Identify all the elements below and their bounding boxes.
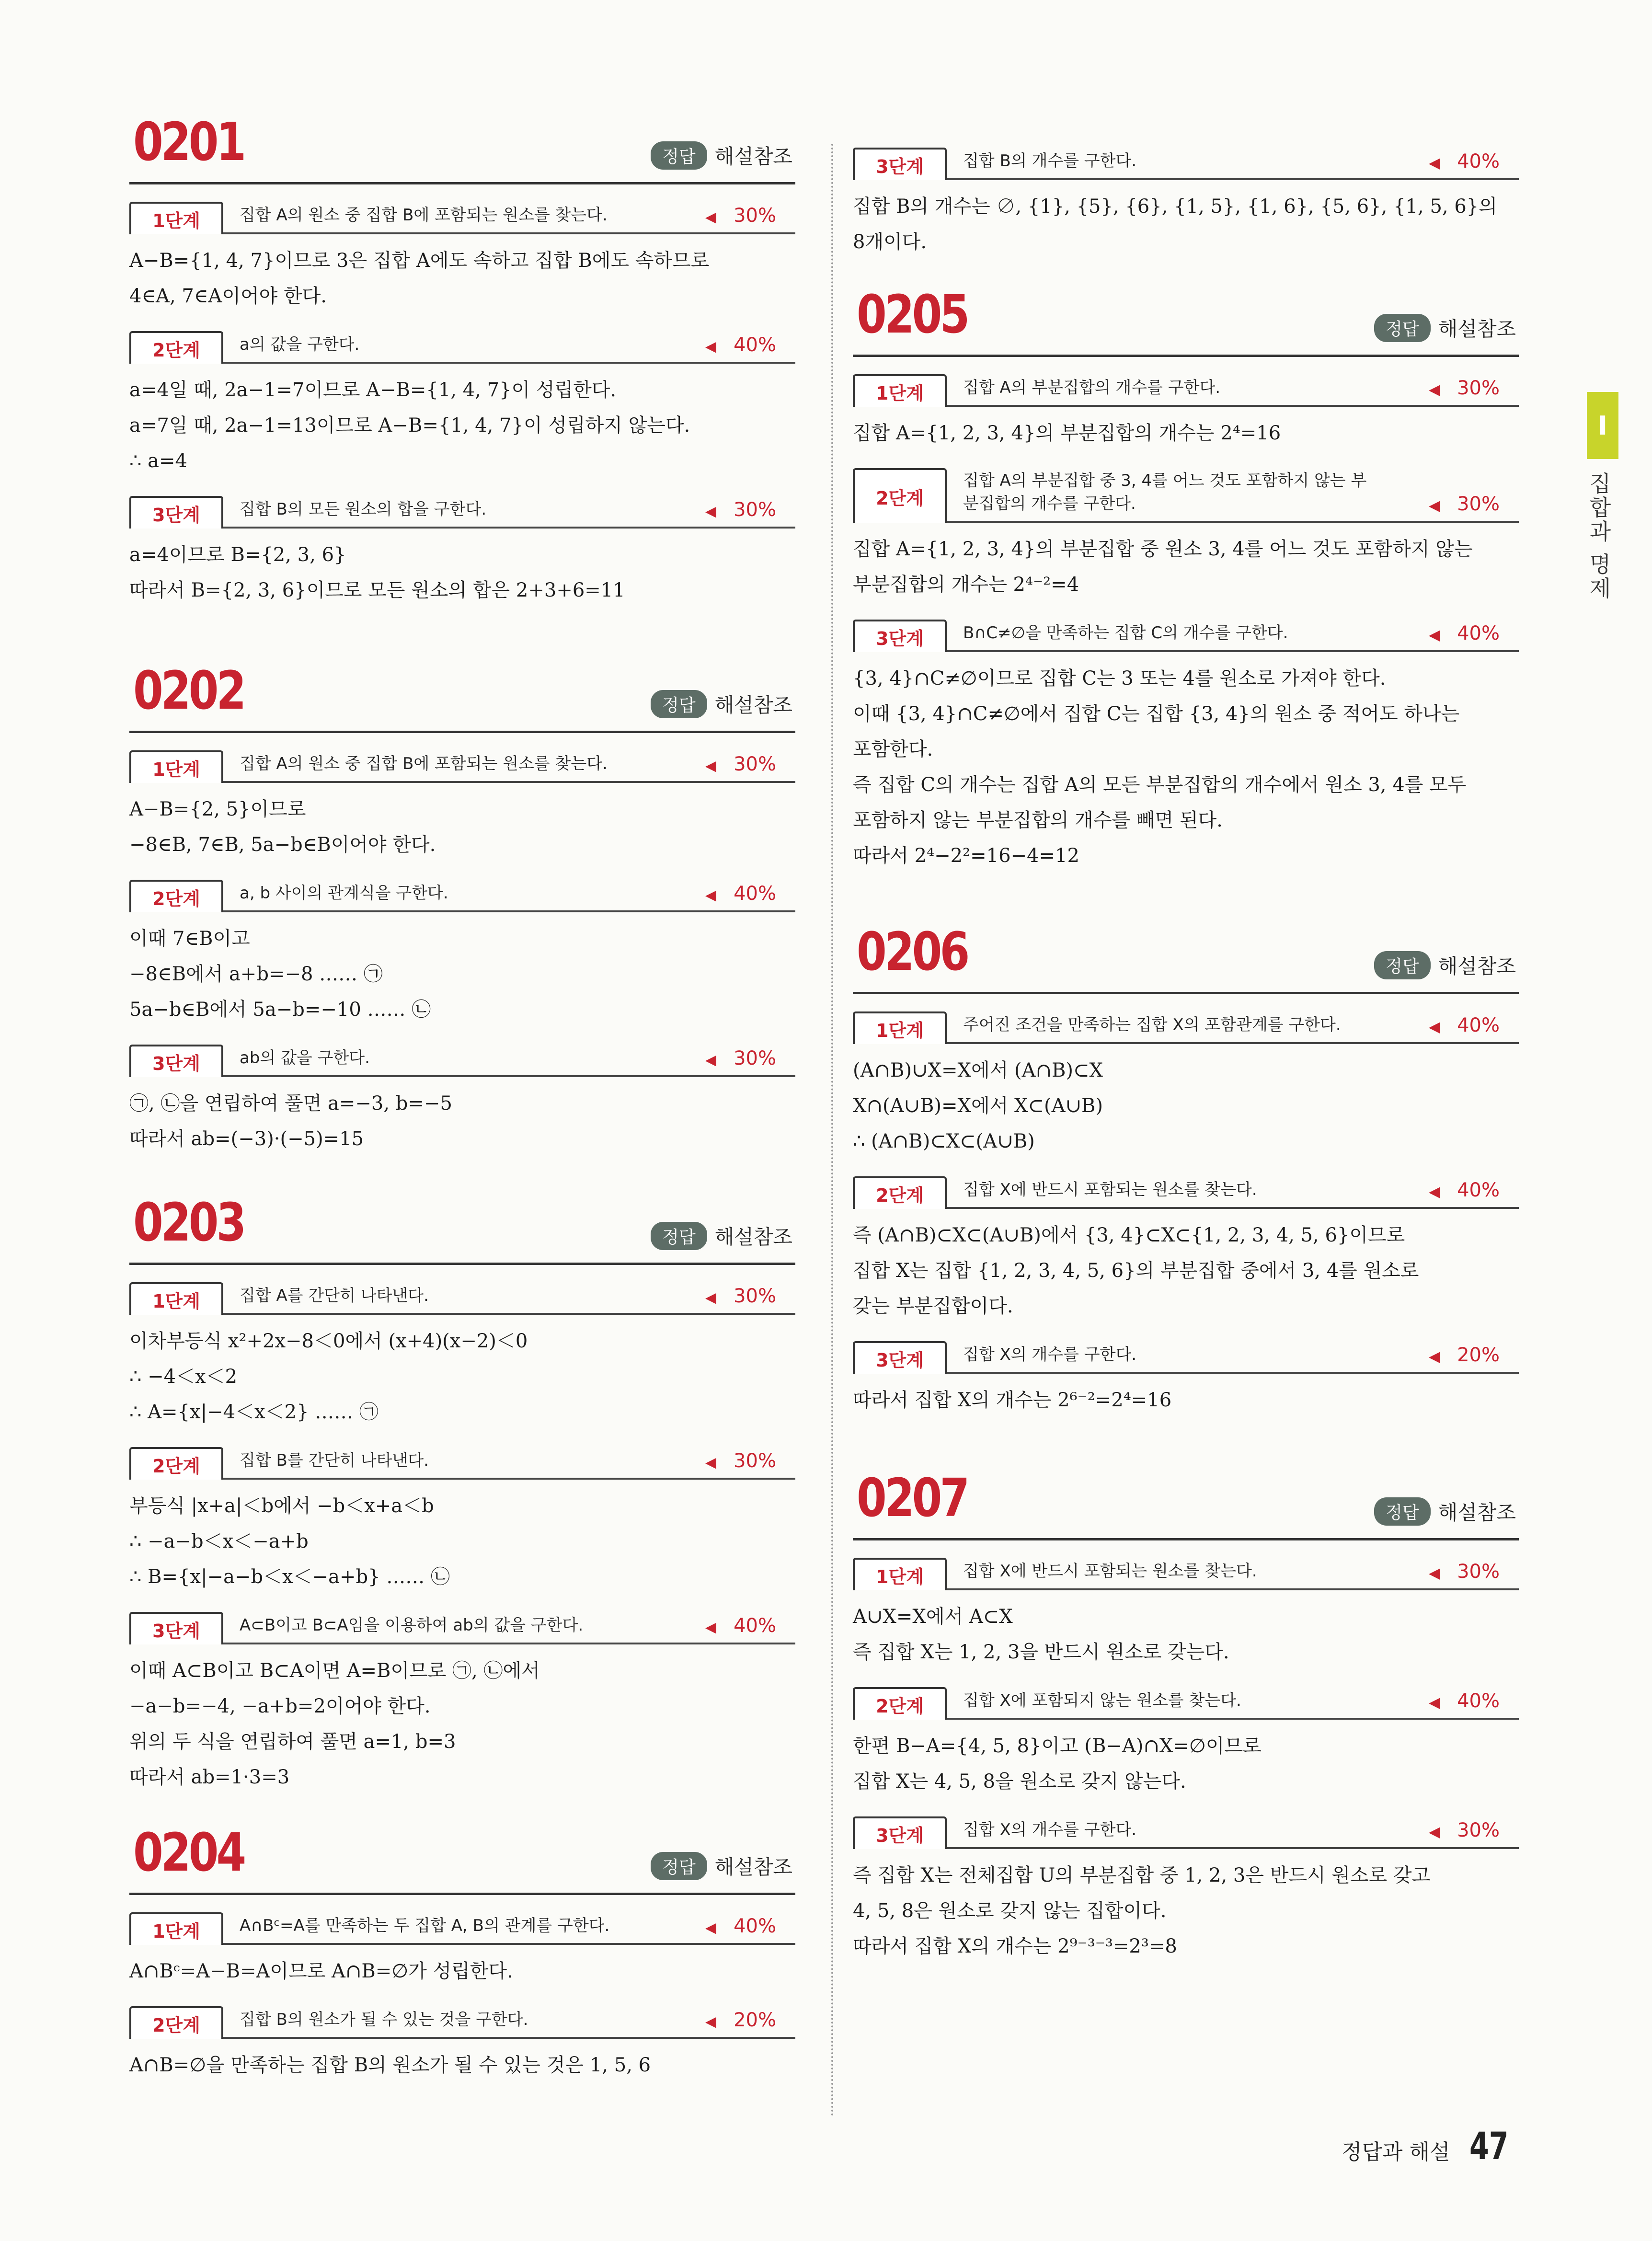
answer-text: 해설참조 — [1438, 954, 1516, 978]
step-label: 3단계 — [853, 1341, 947, 1374]
step-description: 집합 A의 원소 중 집합 B에 포함되는 원소를 찾는다. — [240, 754, 608, 773]
step-label: 3단계 — [853, 1816, 947, 1849]
step-label: 2단계 — [853, 468, 947, 523]
step-score — [1429, 1561, 1500, 1583]
step-percent: 30% — [734, 499, 776, 521]
step-header — [129, 492, 795, 529]
problem-number: 0205 — [857, 284, 968, 345]
step-percent: 30% — [734, 1450, 776, 1472]
step-description: 집합 A를 간단히 나타낸다. — [240, 1286, 429, 1305]
step-score — [705, 883, 776, 905]
step-header — [129, 1608, 795, 1644]
chapter-tab: I — [1587, 392, 1618, 459]
step-description: A⊂B이고 B⊂A임을 이용하여 ab의 값을 구한다. — [240, 1616, 584, 1635]
step-header — [129, 327, 795, 364]
solution-line: 즉 집합 C의 개수는 집합 A의 모든 부분집합의 개수에서 원소 3, 4를 모두 — [853, 774, 1467, 796]
problem-header — [129, 1191, 795, 1265]
footer-label: 정답과 해설 — [1342, 2140, 1450, 2164]
step-percent: 20% — [734, 2009, 776, 2031]
step-description: 집합 X의 개수를 구한다. — [963, 1820, 1137, 1839]
step-percent: 40% — [1457, 1690, 1500, 1712]
step-body — [853, 1599, 1519, 1670]
step-label: 3단계 — [129, 496, 223, 529]
answer-reference — [1374, 1497, 1516, 1526]
step-body — [129, 792, 795, 862]
answer-badge: 정답 — [1374, 314, 1431, 342]
triangle-marker-icon: ◀ — [1429, 627, 1440, 644]
solution-line: 따라서 2⁴−2²=16−4=12 — [853, 845, 1079, 867]
step-label: 1단계 — [853, 1011, 947, 1044]
step-header — [853, 464, 1519, 523]
step-description: 주어진 조건을 만족하는 집합 X의 포함관계를 구한다. — [963, 1015, 1341, 1034]
solution-line: A∩Bᶜ=A−B=A이므로 A∩B=∅가 성립한다. — [129, 1960, 513, 1982]
page-footer — [1342, 2125, 1521, 2168]
answer-text: 해설참조 — [714, 1225, 792, 1249]
step-percent: 30% — [1457, 493, 1500, 515]
step-score — [705, 1615, 776, 1637]
step-body — [129, 1086, 795, 1157]
solution-line: −a−b=−4, −a+b=2이어야 한다. — [129, 1695, 431, 1717]
step-description: 집합 X에 반드시 포함되는 원소를 찾는다. — [963, 1180, 1257, 1199]
triangle-marker-icon: ◀ — [705, 1919, 717, 1936]
solution-line: 한편 B−A={4, 5, 8}이고 (B−A)∩X=∅이므로 — [853, 1735, 1262, 1757]
solution-line: 즉 집합 X는 전체집합 U의 부분집합 중 1, 2, 3은 반드시 원소로 갖고 — [853, 1864, 1431, 1886]
problem-header — [129, 659, 795, 733]
solution-line: ∴ (A∩B)⊂X⊂(A∪B) — [853, 1130, 1035, 1152]
problem-0205 — [853, 283, 1519, 873]
solution-line: 5a−b∈B에서 5a−b=−10 …… ㉡ — [129, 999, 431, 1021]
step-header — [853, 144, 1519, 180]
step-label: 3단계 — [853, 148, 947, 180]
step-percent: 20% — [1457, 1344, 1500, 1366]
solution-line: 집합 X는 집합 {1, 2, 3, 4, 5, 6}의 부분집합 중에서 3, 4를 원소로 — [853, 1260, 1419, 1282]
step-description: a의 값을 구한다. — [240, 335, 360, 354]
page-number: 47 — [1469, 2125, 1508, 2168]
step-header — [129, 1443, 795, 1480]
step-description: 집합 A의 원소 중 집합 B에 포함되는 원소를 찾는다. — [240, 206, 608, 225]
step-body — [129, 372, 795, 479]
answer-badge: 정답 — [1374, 1497, 1431, 1526]
step-header — [853, 1683, 1519, 1720]
answer-reference — [651, 1221, 792, 1250]
step-label: 1단계 — [129, 1282, 223, 1315]
step-description: B∩C≠∅을 만족하는 집합 C의 개수를 구한다. — [963, 623, 1288, 643]
step-header — [853, 370, 1519, 407]
step-description: a, b 사이의 관계식을 구한다. — [240, 884, 448, 903]
chapter-title: 집합과 명제 — [1586, 472, 1612, 601]
solution-line: 집합 B의 개수는 ∅, {1}, {5}, {6}, {1, 5}, {1, 6}, {5, 6}, {1, 5, 6}의 — [853, 195, 1497, 218]
step-description: A∩Bᶜ=A를 만족하는 두 집합 A, B의 관계를 구한다. — [240, 1916, 610, 1935]
step-percent: 30% — [734, 753, 776, 775]
step-percent: 30% — [1457, 1819, 1500, 1841]
problem-header — [853, 283, 1519, 357]
solution-line: ∴ a=4 — [129, 450, 187, 472]
step-description: 집합 X에 반드시 포함되는 원소를 찾는다. — [963, 1562, 1257, 1581]
solution-line: ∴ −a−b＜x＜−a+b — [129, 1530, 309, 1552]
problem-header — [129, 110, 795, 184]
triangle-marker-icon: ◀ — [705, 887, 717, 904]
step-body — [129, 2047, 795, 2083]
step-header — [853, 1008, 1519, 1044]
solution-line: 따라서 B={2, 3, 6}이므로 모든 원소의 합은 2+3+6=11 — [129, 579, 625, 601]
step-body — [853, 189, 1519, 260]
step-label: 2단계 — [129, 880, 223, 912]
solution-line: 따라서 ab=(−3)·(−5)=15 — [129, 1128, 364, 1150]
answer-reference — [1374, 951, 1516, 979]
answer-reference — [651, 141, 792, 170]
step-percent: 30% — [734, 1285, 776, 1307]
step-description: 집합 X에 포함되지 않는 원소를 찾는다. — [963, 1691, 1241, 1710]
problem-0207 — [853, 1466, 1519, 1964]
step-body — [129, 1488, 795, 1595]
solution-line: 집합 X는 4, 5, 8을 원소로 갖지 않는다. — [853, 1770, 1186, 1793]
step-label: 2단계 — [129, 2006, 223, 2039]
solution-line: −8∈B에서 a+b=−8 …… ㉠ — [129, 963, 383, 985]
solution-line: A−B={2, 5}이므로 — [129, 798, 306, 820]
answer-text: 해설참조 — [1438, 1501, 1516, 1524]
answer-reference — [651, 1851, 792, 1880]
step-percent: 40% — [1457, 622, 1500, 644]
step-description: 집합 X의 개수를 구한다. — [963, 1345, 1137, 1364]
answer-reference — [1374, 313, 1516, 342]
solution-line: ㉠, ㉡을 연립하여 풀면 a=−3, b=−5 — [129, 1092, 452, 1115]
step-header — [853, 616, 1519, 652]
step-score — [1429, 150, 1500, 172]
step-description: 집합 B의 개수를 구한다. — [963, 151, 1137, 171]
solution-line: 즉 집합 X는 1, 2, 3을 반드시 원소로 갖는다. — [853, 1641, 1229, 1663]
step-label: 1단계 — [853, 1558, 947, 1590]
problem-0206 — [853, 920, 1519, 1418]
step-score — [1429, 1690, 1500, 1712]
step-header — [129, 1041, 795, 1077]
answer-badge: 정답 — [651, 1852, 707, 1880]
step-header — [129, 198, 795, 234]
step-body — [853, 1218, 1519, 1324]
column-divider — [831, 144, 833, 2118]
solution-line: a=4이므로 B={2, 3, 6} — [129, 544, 346, 566]
step-percent: 40% — [734, 1615, 776, 1637]
triangle-marker-icon: ◀ — [1429, 1694, 1440, 1711]
step-body — [853, 661, 1519, 873]
step-body — [129, 243, 795, 314]
step-description: 집합 A의 부분집합의 개수를 구한다. — [963, 378, 1221, 397]
answer-text: 해설참조 — [714, 145, 792, 168]
step-score — [705, 499, 776, 521]
solution-line: ∴ −4＜x＜2 — [129, 1366, 238, 1388]
solution-line: 집합 A={1, 2, 3, 4}의 부분집합 중 원소 3, 4를 어느 것도 포함하지 않는 — [853, 538, 1473, 560]
problem-header — [129, 1821, 795, 1895]
triangle-marker-icon: ◀ — [1429, 381, 1440, 398]
triangle-marker-icon: ◀ — [705, 758, 717, 774]
solution-line: 이차부등식 x²+2x−8＜0에서 (x+4)(x−2)＜0 — [129, 1330, 528, 1352]
step-percent: 30% — [1457, 377, 1500, 399]
step-score — [705, 1285, 776, 1307]
triangle-marker-icon: ◀ — [705, 209, 717, 226]
solution-line: 포함하지 않는 부분집합의 개수를 빼면 된다. — [853, 809, 1223, 831]
triangle-marker-icon: ◀ — [1429, 155, 1440, 172]
step-percent: 40% — [1457, 1014, 1500, 1036]
triangle-marker-icon: ◀ — [705, 1052, 717, 1069]
step-body — [853, 1053, 1519, 1159]
step-score — [1429, 377, 1500, 399]
answer-badge: 정답 — [651, 141, 707, 170]
step-score — [705, 1450, 776, 1472]
problem-header — [853, 1466, 1519, 1540]
solution-line: −8∈B, 7∈B, 5a−b∈B이어야 한다. — [129, 834, 436, 856]
answer-badge: 정답 — [651, 690, 707, 718]
problem-0201 — [129, 110, 795, 608]
solution-line: ∴ B={x|−a−b＜x＜−a+b} …… ㉡ — [129, 1566, 450, 1588]
problem-number: 0203 — [133, 1192, 244, 1253]
step-header — [129, 747, 795, 783]
triangle-marker-icon: ◀ — [1429, 1184, 1440, 1200]
triangle-marker-icon: ◀ — [705, 1619, 717, 1636]
step-label: 2단계 — [853, 1176, 947, 1209]
step-label: 2단계 — [129, 1447, 223, 1480]
triangle-marker-icon: ◀ — [1429, 497, 1440, 514]
step-label: 3단계 — [853, 620, 947, 652]
step-body — [129, 537, 795, 608]
step-body — [853, 1728, 1519, 1799]
answer-badge: 정답 — [651, 1222, 707, 1250]
step-header — [853, 1554, 1519, 1590]
solution-line: A−B={1, 4, 7}이므로 3은 집합 A에도 속하고 집합 B에도 속하므로 — [129, 250, 710, 272]
step-score — [1429, 1179, 1500, 1201]
solution-line: 따라서 집합 X의 개수는 2⁹⁻³⁻³=2³=8 — [853, 1935, 1177, 1957]
triangle-marker-icon: ◀ — [705, 338, 717, 355]
problem-0204 — [129, 1821, 795, 2083]
solution-line: 즉 (A∩B)⊂X⊂(A∪B)에서 {3, 4}⊂X⊂{1, 2, 3, 4, 5, 6}이므로 — [853, 1224, 1405, 1246]
solution-line: a=4일 때, 2a−1=7이므로 A−B={1, 4, 7}이 성립한다. — [129, 379, 617, 401]
solution-line: A∩B=∅을 만족하는 집합 B의 원소가 될 수 있는 것은 1, 5, 6 — [129, 2054, 651, 2076]
step-percent: 40% — [734, 883, 776, 905]
step-label: 1단계 — [129, 202, 223, 234]
step-body — [129, 1954, 795, 1989]
step-score — [1429, 493, 1500, 515]
triangle-marker-icon: ◀ — [705, 1289, 717, 1306]
step-body — [853, 1858, 1519, 1964]
problem-header — [853, 920, 1519, 994]
problem-number: 0202 — [133, 660, 244, 721]
solution-line: 따라서 집합 X의 개수는 2⁶⁻²=2⁴=16 — [853, 1389, 1172, 1411]
solution-line: 4∈A, 7∈A이어야 한다. — [129, 285, 327, 307]
step-score — [705, 205, 776, 227]
step-score — [705, 1047, 776, 1069]
problem-number: 0206 — [857, 921, 968, 982]
triangle-marker-icon: ◀ — [705, 1454, 717, 1471]
step-description: ab의 값을 구한다. — [240, 1048, 370, 1068]
step-label: 2단계 — [853, 1687, 947, 1720]
solution-line: (A∩B)∪X=X에서 (A∩B)⊂X — [853, 1059, 1103, 1081]
step-body — [129, 921, 795, 1027]
triangle-marker-icon: ◀ — [705, 2013, 717, 2030]
step-body — [853, 1382, 1519, 1418]
answer-reference — [651, 690, 792, 718]
solution-line: 이때 {3, 4}∩C≠∅에서 집합 C는 집합 {3, 4}의 원소 중 적어도 하나는 — [853, 703, 1460, 725]
answer-text: 해설참조 — [1438, 317, 1516, 341]
step-header — [853, 1813, 1519, 1849]
step-header — [129, 876, 795, 912]
step-label: 3단계 — [129, 1045, 223, 1077]
step-score — [705, 1915, 776, 1937]
solution-line: 이때 A⊂B이고 B⊂A이면 A=B이므로 ㉠, ㉡에서 — [129, 1660, 540, 1682]
triangle-marker-icon: ◀ — [1429, 1348, 1440, 1365]
step-header — [129, 2002, 795, 2039]
step-percent: 30% — [734, 205, 776, 227]
step-label: 1단계 — [129, 1912, 223, 1945]
step-score — [1429, 1014, 1500, 1036]
step-percent: 40% — [734, 1915, 776, 1937]
step-score — [705, 753, 776, 775]
solution-line: 위의 두 식을 연립하여 풀면 a=1, b=3 — [129, 1731, 456, 1753]
step-body — [853, 415, 1519, 451]
step-label: 1단계 — [853, 374, 947, 407]
step-description: 집합 B의 원소가 될 수 있는 것을 구한다. — [240, 2010, 528, 2029]
step-score — [705, 334, 776, 356]
step-label: 3단계 — [129, 1612, 223, 1644]
step-score — [705, 2009, 776, 2031]
step-score — [1429, 1819, 1500, 1841]
solution-line: 포함한다. — [853, 738, 933, 760]
problem-number: 0207 — [857, 1467, 968, 1528]
solution-line: X∩(A∪B)=X에서 X⊂(A∪B) — [853, 1095, 1103, 1117]
step-header — [853, 1172, 1519, 1209]
problem-number: 0204 — [133, 1822, 244, 1883]
step-score — [1429, 622, 1500, 644]
solution-line: 집합 A={1, 2, 3, 4}의 부분집합의 개수는 2⁴=16 — [853, 422, 1281, 444]
answer-badge: 정답 — [1374, 951, 1431, 979]
triangle-marker-icon: ◀ — [1429, 1019, 1440, 1035]
step-body — [853, 531, 1519, 602]
step-body — [129, 1323, 795, 1430]
step-header — [129, 1908, 795, 1945]
solution-line: {3, 4}∩C≠∅이므로 집합 C는 3 또는 4를 원소로 가져야 한다. — [853, 667, 1386, 690]
problem-number: 0201 — [133, 111, 244, 172]
solution-line: 이때 7∈B이고 — [129, 928, 250, 950]
step-score — [1429, 1344, 1500, 1366]
solution-line: 따라서 ab=1·3=3 — [129, 1766, 290, 1788]
step-header — [853, 1337, 1519, 1374]
step-percent: 30% — [1457, 1561, 1500, 1583]
solution-line: 4, 5, 8은 원소로 갖지 않는 집합이다. — [853, 1900, 1167, 1922]
solution-line: ∴ A={x|−4＜x＜2} …… ㉠ — [129, 1401, 379, 1423]
step-percent: 40% — [1457, 1179, 1500, 1201]
step-description: 집합 B의 모든 원소의 합을 구한다. — [240, 500, 487, 519]
problem-0203 — [129, 1191, 795, 1795]
problem-0202 — [129, 659, 795, 1157]
step-percent: 40% — [734, 334, 776, 356]
step-label: 2단계 — [129, 331, 223, 364]
step-label: 1단계 — [129, 750, 223, 783]
step-description: 집합 B를 간단히 나타낸다. — [240, 1451, 429, 1470]
answer-text: 해설참조 — [714, 1855, 792, 1879]
step-description: 집합 A의 부분집합 중 3, 4를 어느 것도 포함하지 않는 부분집합의 개수를 구한다. — [963, 471, 1367, 513]
solution-line: 갖는 부분집합이다. — [853, 1295, 1013, 1317]
triangle-marker-icon: ◀ — [705, 503, 717, 520]
solution-line: 부분집합의 개수는 2⁴⁻²=4 — [853, 574, 1079, 596]
triangle-marker-icon: ◀ — [1429, 1565, 1440, 1582]
solution-line: a=7일 때, 2a−1=13이므로 A−B={1, 4, 7}이 성립하지 않는다. — [129, 414, 690, 437]
triangle-marker-icon: ◀ — [1429, 1824, 1440, 1840]
solution-line: 8개이다. — [853, 231, 927, 253]
solution-line: A∪X=X에서 A⊂X — [853, 1606, 1013, 1628]
problem-0204-continued — [853, 144, 1519, 260]
solution-line: 부등식 |x+a|＜b에서 −b＜x+a＜b — [129, 1495, 434, 1517]
step-percent: 40% — [1457, 150, 1500, 172]
answer-text: 해설참조 — [714, 693, 792, 717]
step-body — [129, 1653, 795, 1795]
step-percent: 30% — [734, 1047, 776, 1069]
step-header — [129, 1278, 795, 1315]
